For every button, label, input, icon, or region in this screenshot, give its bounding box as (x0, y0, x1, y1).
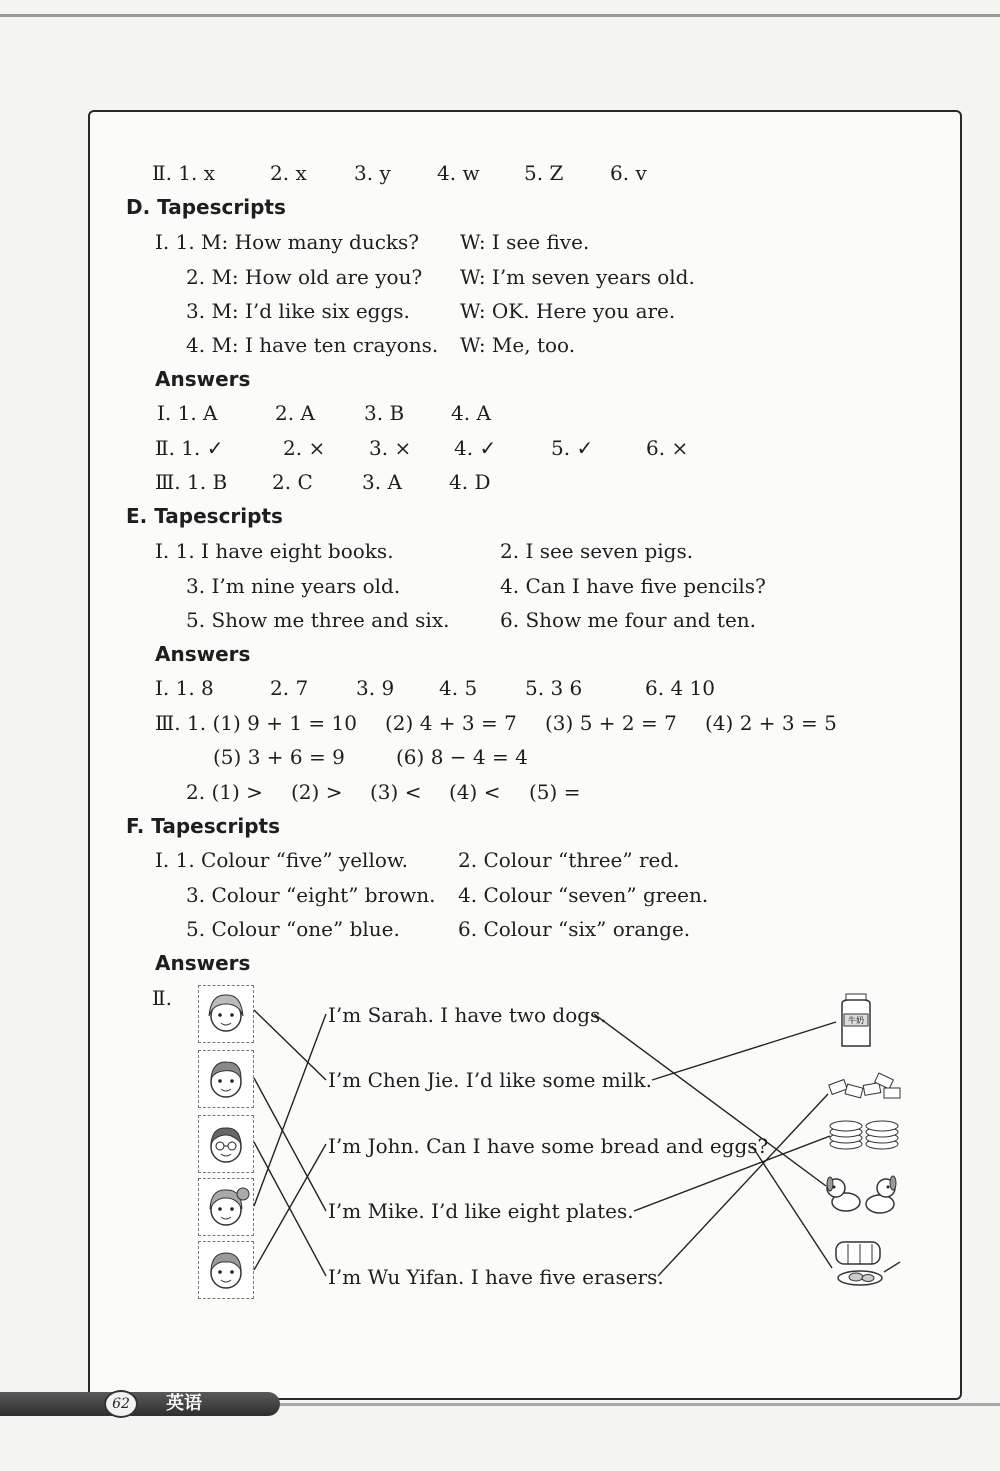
script-line: 5. Show me three and six. (186, 608, 450, 632)
answers-label: Answers (155, 367, 251, 391)
page-footer (0, 1388, 1000, 1418)
script-line-w: W: I see five. (460, 230, 590, 254)
script-line: 6. Colour “six” orange. (458, 917, 691, 941)
answer-item: (4) 2 + 3 = 5 (705, 711, 837, 735)
script-line-w: W: OK. Here you are. (460, 299, 676, 323)
answer-item: Ⅲ. 1. (1) 9 + 1 = 10 (155, 711, 357, 735)
script-line-m: 4. M: I have ten crayons. (186, 333, 439, 357)
answer-item: 4. ✓ (454, 436, 497, 460)
answer-item: (3) 5 + 2 = 7 (545, 711, 677, 735)
answers-label: Answers (155, 951, 251, 975)
answer-item: 5. ✓ (551, 436, 594, 460)
script-line: 3. Colour “eight” brown. (186, 883, 436, 907)
answer-item: (5) 3 + 6 = 9 (213, 745, 345, 769)
answer-item: 2. (1) > (186, 780, 263, 804)
answer-item: 3. 9 (356, 676, 395, 700)
answer-item: (5) = (529, 780, 581, 804)
answer-item: (2) 4 + 3 = 7 (385, 711, 517, 735)
footer-rule (280, 1403, 1000, 1406)
script-line: 3. I’m nine years old. (186, 574, 401, 598)
match-sentence: I’m Mike. I’d like eight plates. (328, 1199, 634, 1223)
answer-item: (3) < (370, 780, 422, 804)
answer-item: (2) > (291, 780, 343, 804)
answer-item: 4. w (437, 161, 480, 185)
match-line (254, 1010, 326, 1080)
script-line-m: Ⅰ. 1. M: How many ducks? (155, 230, 420, 254)
answer-item: 2. 7 (270, 676, 309, 700)
script-line: Ⅰ. 1. Colour “five” yellow. (155, 848, 408, 872)
answer-item: Ⅱ. 1. x (152, 161, 216, 185)
answers-label: Answers (155, 642, 251, 666)
answer-item: 6. v (610, 161, 647, 185)
answer-item: 6. × (646, 436, 689, 460)
answer-item: Ⅰ. 1. A (157, 401, 218, 425)
script-line: 4. Can I have five pencils? (500, 574, 766, 598)
script-line-m: 3. M: I’d like six eggs. (186, 299, 410, 323)
match-line (752, 1146, 832, 1268)
script-line: 2. I see seven pigs. (500, 539, 694, 563)
script-line: Ⅰ. 1. I have eight books. (155, 539, 394, 563)
answer-item: (4) < (449, 780, 501, 804)
answer-item: Ⅲ. 1. B (155, 470, 228, 494)
answer-item: 3. B (364, 401, 405, 425)
answer-item: 6. 4 10 (645, 676, 715, 700)
answer-item: 3. A (362, 470, 402, 494)
svg-text:牛奶: 牛奶 (848, 1016, 864, 1025)
answer-item: 5. Z (524, 161, 564, 185)
answer-item: 3. × (369, 436, 412, 460)
answer-item: 2. × (283, 436, 326, 460)
answer-item: 2. A (275, 401, 315, 425)
match-sentence: I’m John. Can I have some bread and eggs? (328, 1134, 769, 1158)
answer-item: Ⅰ. 1. 8 (155, 676, 214, 700)
part-2-label: Ⅱ. (152, 986, 172, 1010)
answer-item: 4. 5 (439, 676, 478, 700)
answer-item: 5. 3 6 (525, 676, 583, 700)
section-d-heading: D. Tapescripts (126, 195, 286, 219)
match-sentence: I’m Wu Yifan. I have five erasers. (328, 1265, 664, 1289)
script-line: 5. Colour “one” blue. (186, 917, 400, 941)
script-line-w: W: Me, too. (460, 333, 576, 357)
script-line: 6. Show me four and ten. (500, 608, 757, 632)
script-line: 2. Colour “three” red. (458, 848, 680, 872)
script-line-w: W: I’m seven years old. (460, 265, 695, 289)
answer-item: 4. D (449, 470, 491, 494)
match-sentence: I’m Chen Jie. I’d like some milk. (328, 1068, 653, 1092)
script-line-m: 2. M: How old are you? (186, 265, 423, 289)
match-line (594, 1014, 826, 1186)
answer-item: 2. C (272, 470, 313, 494)
section-e-heading: E. Tapescripts (126, 504, 283, 528)
footer-band (0, 1392, 280, 1416)
answer-item: 2. x (270, 161, 307, 185)
match-line (254, 1078, 326, 1211)
match-line (254, 1014, 326, 1206)
match-line (634, 1136, 830, 1211)
match-sentence: I’m Sarah. I have two dogs. (328, 1003, 607, 1027)
answer-item: Ⅱ. 1. ✓ (155, 436, 224, 460)
match-line (652, 1022, 836, 1080)
script-line: 4. Colour “seven” green. (458, 883, 709, 907)
answer-item: (6) 8 − 4 = 4 (396, 745, 528, 769)
subject-label: 英语 (166, 1393, 202, 1414)
answer-item: 3. y (354, 161, 391, 185)
answer-item: 4. A (451, 401, 491, 425)
match-line (658, 1094, 828, 1276)
page-number: 62 (104, 1390, 138, 1418)
section-f-heading: F. Tapescripts (126, 814, 280, 838)
